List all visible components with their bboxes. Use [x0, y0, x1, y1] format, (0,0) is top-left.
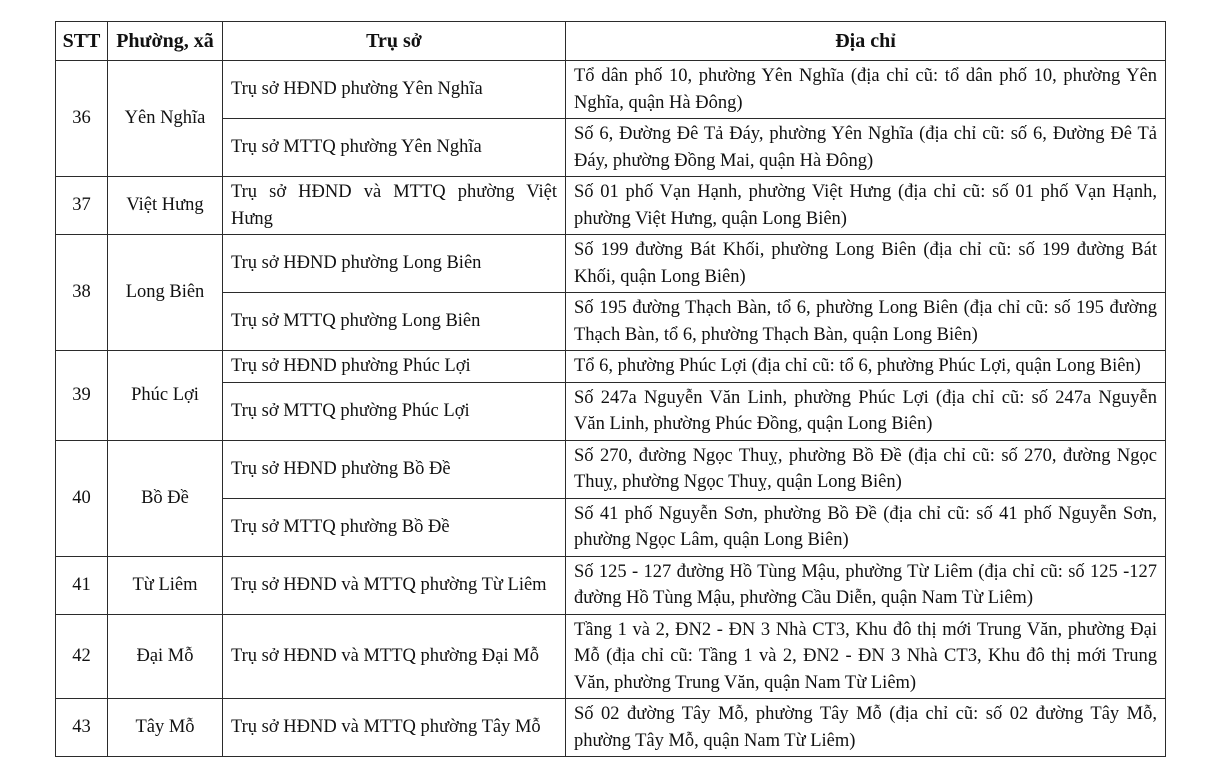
address-cell: Tổ dân phố 10, phường Yên Nghĩa (địa chỉ cũ: tổ dân phố 10, phường Yên Nghĩa, quận Hà Đông)	[566, 61, 1166, 119]
office-cell: Trụ sở HĐND phường Long Biên	[223, 235, 566, 293]
col-header-stt: STT	[56, 22, 108, 61]
office-cell: Trụ sở MTTQ phường Yên Nghĩa	[223, 119, 566, 177]
office-cell: Trụ sở HĐND phường Phúc Lợi	[223, 351, 566, 383]
address-cell: Số 125 - 127 đường Hồ Tùng Mậu, phường Từ Liêm (địa chỉ cũ: số 125 -127 đường Hồ Tùng Mậu, phường Cầu Diễn, quận Nam Từ Liêm)	[566, 556, 1166, 614]
table-row	[56, 293, 1166, 351]
stt-cell: 36	[56, 61, 108, 177]
office-cell: Trụ sở HĐND và MTTQ phường Việt Hưng	[223, 177, 566, 235]
office-cell: Trụ sở HĐND phường Bồ Đề	[223, 440, 566, 498]
col-header-office: Trụ sở	[223, 22, 566, 61]
ward-cell: Long Biên	[108, 235, 223, 351]
table-row	[56, 498, 1166, 556]
ward-cell: Bồ Đề	[108, 440, 223, 556]
address-cell: Số 195 đường Thạch Bàn, tổ 6, phường Long Biên (địa chỉ cũ: số 195 đường Thạch Bàn, tổ 6, phường Thạch Bàn, quận Long Biên)	[566, 293, 1166, 351]
header-row	[56, 22, 1166, 61]
table-row	[56, 614, 1166, 699]
table-row	[56, 699, 1166, 757]
ward-cell: Phúc Lợi	[108, 351, 223, 441]
table-row	[56, 382, 1166, 440]
address-cell: Số 41 phố Nguyễn Sơn, phường Bồ Đề (địa chỉ cũ: số 41 phố Nguyễn Sơn, phường Ngọc Lâm, quận Long Biên)	[566, 498, 1166, 556]
stt-cell: 43	[56, 699, 108, 757]
table-row	[56, 351, 1166, 383]
address-cell: Số 01 phố Vạn Hạnh, phường Việt Hưng (địa chỉ cũ: số 01 phố Vạn Hạnh, phường Việt Hưng, quận Long Biên)	[566, 177, 1166, 235]
stt-cell: 39	[56, 351, 108, 441]
table-row	[56, 235, 1166, 293]
ward-cell: Từ Liêm	[108, 556, 223, 614]
address-cell: Số 270, đường Ngọc Thuỵ, phường Bồ Đề (địa chỉ cũ: số 270, đường Ngọc Thuỵ, phường Ngọc Thuỵ, quận Long Biên)	[566, 440, 1166, 498]
table-row	[56, 119, 1166, 177]
col-header-address: Địa chỉ	[566, 22, 1166, 61]
office-cell: Trụ sở HĐND và MTTQ phường Đại Mỗ	[223, 614, 566, 699]
stt-cell: 40	[56, 440, 108, 556]
table-row	[56, 556, 1166, 614]
table-row	[56, 440, 1166, 498]
address-cell: Số 6, Đường Đê Tả Đáy, phường Yên Nghĩa (địa chỉ cũ: số 6, Đường Đê Tả Đáy, phường Đồng Mai, quận Hà Đông)	[566, 119, 1166, 177]
address-cell: Số 02 đường Tây Mỗ, phường Tây Mỗ (địa chỉ cũ: số 02 đường Tây Mỗ, phường Tây Mỗ, quận Nam Từ Liêm)	[566, 699, 1166, 757]
office-cell: Trụ sở HĐND và MTTQ phường Tây Mỗ	[223, 699, 566, 757]
ward-offices-table	[55, 21, 1166, 757]
table-row	[56, 177, 1166, 235]
stt-cell: 38	[56, 235, 108, 351]
stt-cell: 41	[56, 556, 108, 614]
col-header-ward: Phường, xã	[108, 22, 223, 61]
office-cell: Trụ sở MTTQ phường Long Biên	[223, 293, 566, 351]
ward-cell: Đại Mỗ	[108, 614, 223, 699]
office-cell: Trụ sở MTTQ phường Bồ Đề	[223, 498, 566, 556]
address-cell: Tầng 1 và 2, ĐN2 - ĐN 3 Nhà CT3, Khu đô thị mới Trung Văn, phường Đại Mỗ (địa chỉ cũ: Tầng 1 và 2, ĐN2 - ĐN 3 Nhà CT3, Khu đô thị mới Trung Văn, phường Trung Văn, quận Nam Từ Liêm)	[566, 614, 1166, 699]
table-row	[56, 61, 1166, 119]
stt-cell: 42	[56, 614, 108, 699]
address-cell: Tổ 6, phường Phúc Lợi (địa chỉ cũ: tổ 6, phường Phúc Lợi, quận Long Biên)	[566, 351, 1166, 383]
ward-cell: Tây Mỗ	[108, 699, 223, 757]
office-cell: Trụ sở HĐND và MTTQ phường Từ Liêm	[223, 556, 566, 614]
ward-cell: Yên Nghĩa	[108, 61, 223, 177]
address-cell: Số 199 đường Bát Khối, phường Long Biên (địa chỉ cũ: số 199 đường Bát Khối, quận Long Biên)	[566, 235, 1166, 293]
ward-cell: Việt Hưng	[108, 177, 223, 235]
office-cell: Trụ sở HĐND phường Yên Nghĩa	[223, 61, 566, 119]
office-cell: Trụ sở MTTQ phường Phúc Lợi	[223, 382, 566, 440]
stt-cell: 37	[56, 177, 108, 235]
address-cell: Số 247a Nguyễn Văn Linh, phường Phúc Lợi (địa chỉ cũ: số 247a Nguyễn Văn Linh, phường Phúc Đồng, quận Long Biên)	[566, 382, 1166, 440]
